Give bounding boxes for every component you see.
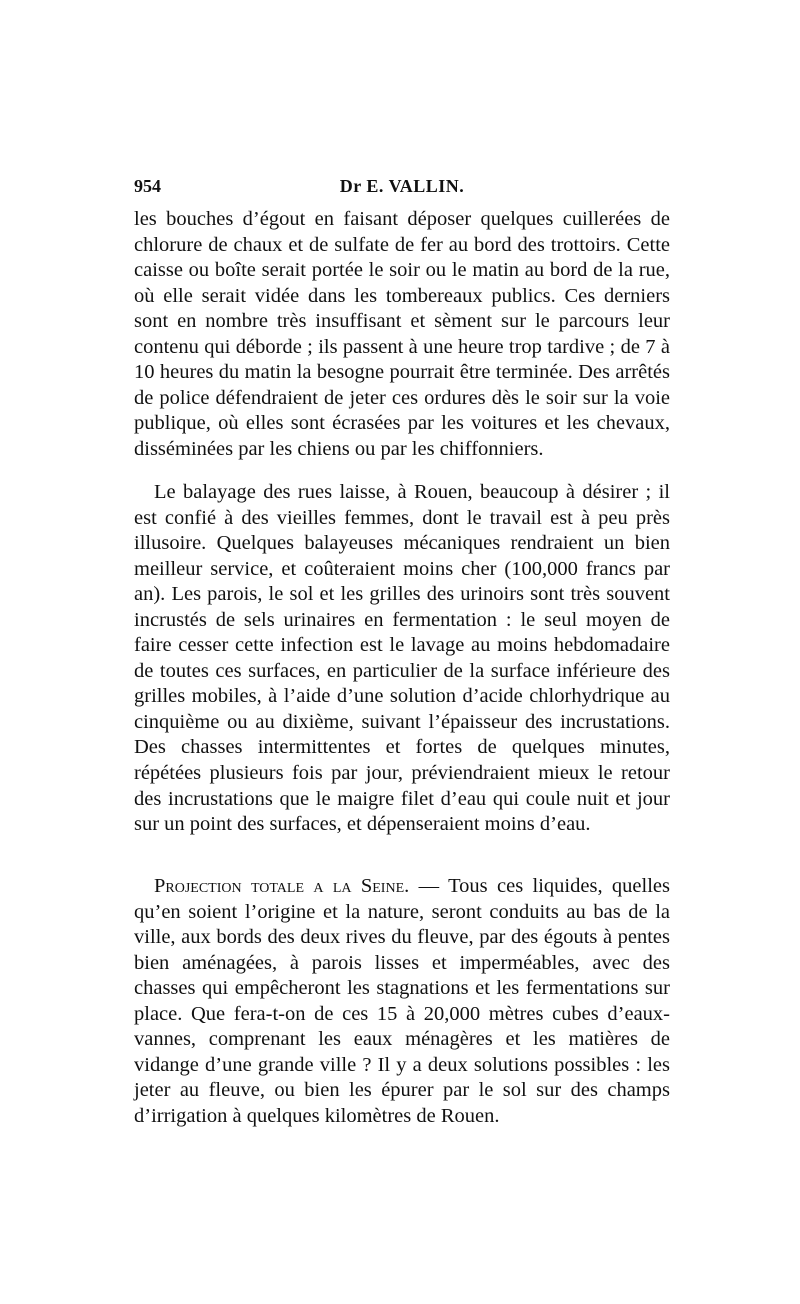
paragraph-1	[134, 207, 670, 462]
paragraph-3-text	[134, 874, 670, 1129]
running-head: Dr E. VALLIN.	[339, 176, 465, 196]
paragraph-2	[134, 480, 670, 838]
paragraph-2-text: Le balayage des rues laisse, à Rouen, beaucoup à désirer ; il est confié à des vieilles femmes, dont le travail est à peu près illusoire. Quelques balayeuses mécaniques rendraient un bien meilleur service, et coûteraient moins cher (100,000 francs par an). Les parois, le sol et les grilles des urinoirs sont très souvent incrustés de sels urinaires en fermentation : le seul moyen de faire cesser cette infection est le lavage au moins hebdomadaire de toutes ces surfaces, en particulier de la surface inférieure des grilles mobiles, à l’aide d’une solution d’acide chlorhydrique au cinquième ou au dixième, suivant l’épaisseur des incrustations. Des chasses intermittentes et fortes de quelques minutes, répétées plusieurs fois par jour, préviendraient mieux le retour des incrustations que le maigre filet d’eau qui coule nuit et jour sur un point des surfaces, et dépenseraient moins d’eau.	[134, 481, 670, 836]
page-header	[134, 176, 670, 200]
paragraph-3	[134, 874, 670, 1129]
page-number: 954	[134, 176, 161, 196]
paragraph-3-body: — Tous ces liquides, quelles qu’en soient l’origine et la nature, seront conduits au bas de la ville, aux bords des deux rives du fleuve, par des égouts à pentes bien aménagées, à parois lisses et imperméables, avec des chasses qui empêcheront les stagnations et les fermentations sur place. Que fera-t-on de ces 15 à 20,000 mètres cubes d’eaux-vannes, comprenant les eaux ménagères et les matières de vidange d’une grande ville ? Il y a deux solutions possibles : les jeter au fleuve, ou bien les épurer par le sol sur des champs d’irrigation à quelques kilomètres de Rouen.	[134, 875, 670, 1127]
section-heading: Projection totale a la Seine.	[154, 875, 410, 897]
paragraph-1-text: les bouches d’égout en faisant déposer quelques cuillerées de chlorure de chaux et de sulfate de fer au bord des trottoirs. Cette caisse ou boîte serait portée le soir ou le matin au bord de la rue, où elle serait vidée dans les tombereaux publics. Ces derniers sont en nombre très insuffisant et sèment sur le parcours leur contenu qui déborde ; ils passent à une heure trop tardive ; de 7 à 10 heures du matin la besogne pourrait être terminée. Des arrêtés de police défendraient de jeter ces ordures dès le soir sur la voie publique, où elles sont écrasées par les voitures et les chevaux, disséminées par les chiens ou par les chiffonniers.	[134, 208, 670, 460]
